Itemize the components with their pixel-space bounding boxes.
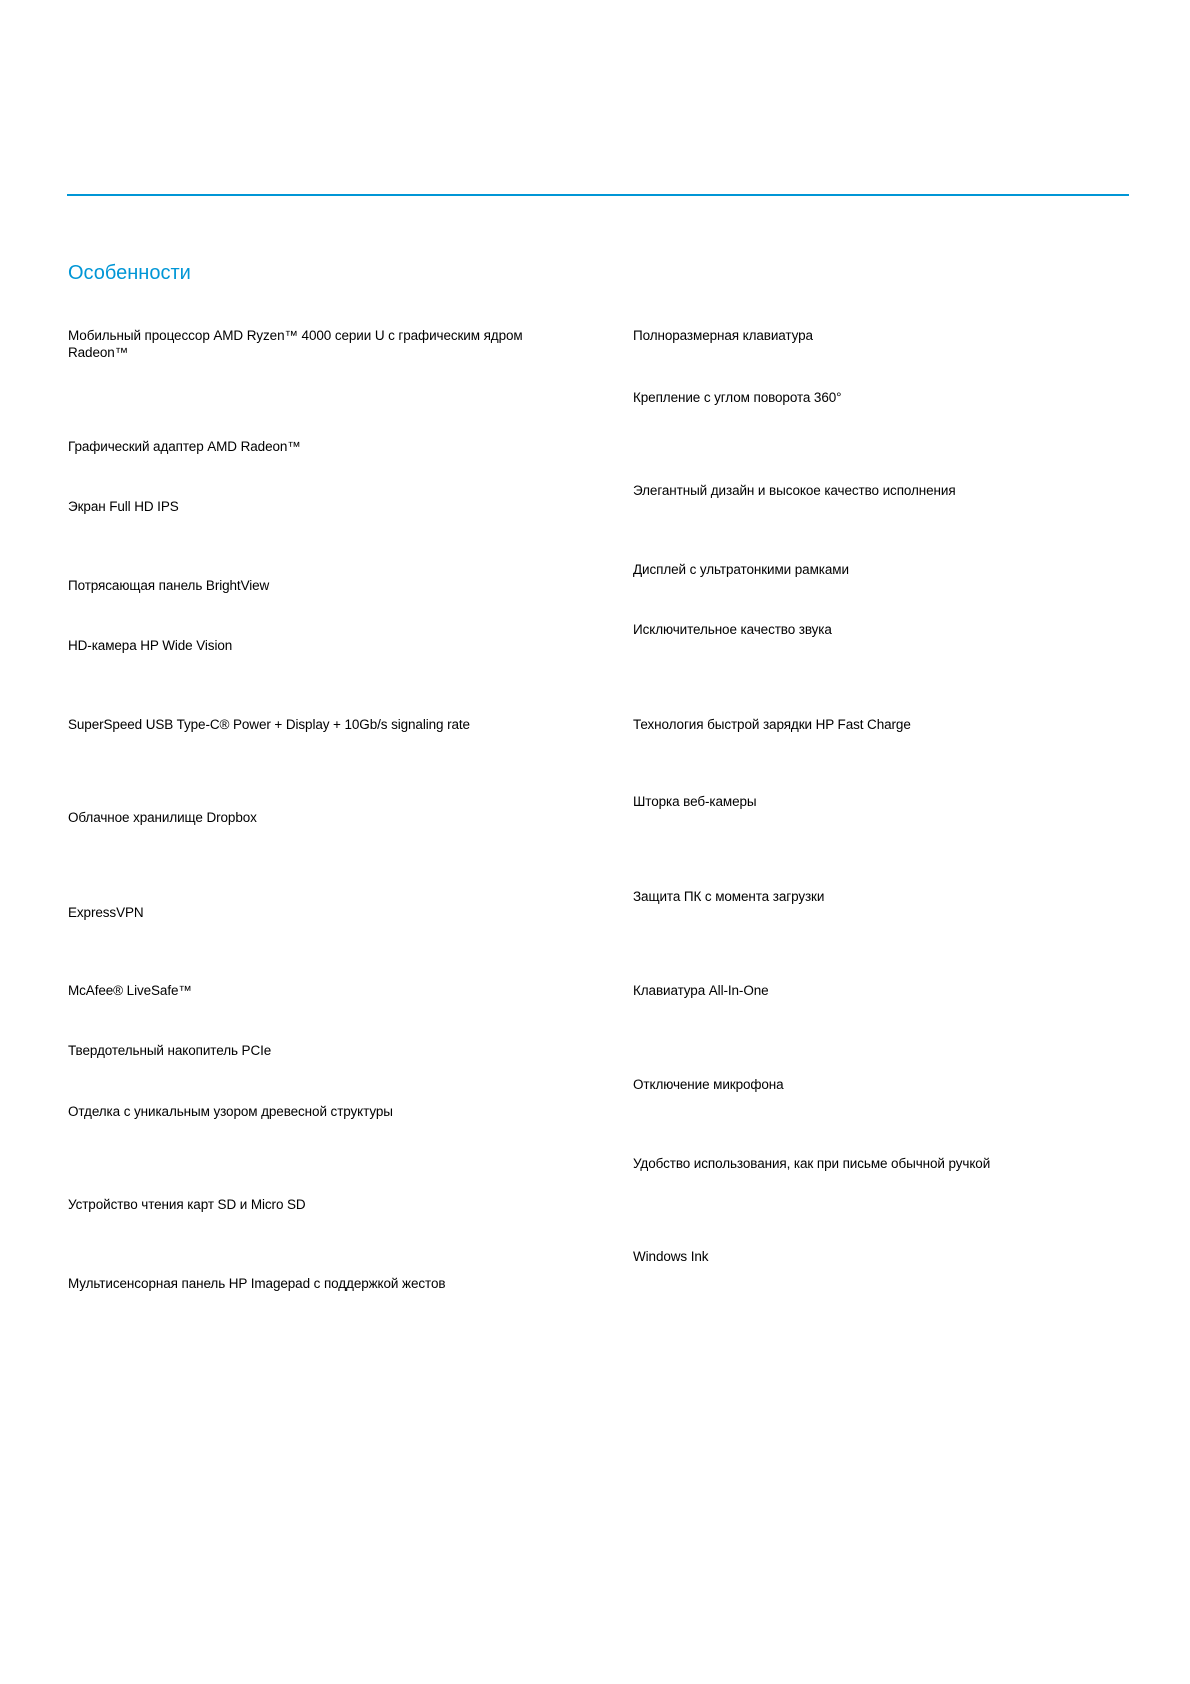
feature-right-4: Дисплей с ультратонкими рамками [633,562,849,577]
feature-right-3: Элегантный дизайн и высокое качество исполнения [633,483,956,498]
feature-left-10: Твердотельный накопитель PCIe [68,1043,272,1058]
feature-right-12: Windows Ink [633,1249,709,1264]
feature-right-9: Клавиатура All-In-One [633,983,769,998]
feature-left-6: SuperSpeed USB Type-C® Power + Display + 10Gb/s signaling rate [68,717,470,732]
feature-left-12: Устройство чтения карт SD и Micro SD [68,1197,306,1212]
feature-right-6: Технология быстрой зарядки HP Fast Charge [633,717,911,732]
feature-left-5: HD-камера HP Wide Vision [68,638,233,653]
feature-left-13: Мультисенсорная панель HP Imagepad с поддержкой жестов [68,1276,446,1291]
feature-left-8: ExpressVPN [68,905,144,920]
section-title: Особенности [68,262,191,284]
feature-right-2: Крепление с углом поворота 360° [633,390,842,405]
feature-left-7: Облачное хранилище Dropbox [68,810,257,825]
feature-right-10: Отключение микрофона [633,1077,784,1092]
feature-right-7: Шторка веб-камеры [633,794,757,809]
feature-right-8: Защита ПК с момента загрузки [633,889,825,904]
feature-left-2: Графический адаптер AMD Radeon™ [68,439,301,454]
feature-left-11: Отделка с уникальным узором древесной структуры [68,1104,393,1119]
feature-left-1: Мобильный процессор AMD Ryzen™ 4000 серии U с графическим ядром Radeon™ [68,328,523,360]
feature-left-3: Экран Full HD IPS [68,499,179,514]
feature-left-4: Потрясающая панель BrightView [68,578,270,593]
header-divider [67,194,1129,196]
feature-right-5: Исключительное качество звука [633,622,832,637]
feature-right-1: Полноразмерная клавиатура [633,328,813,343]
feature-left-9: McAfee® LiveSafe™ [68,983,192,998]
feature-right-11: Удобство использования, как при письме обычной ручкой [633,1156,991,1171]
